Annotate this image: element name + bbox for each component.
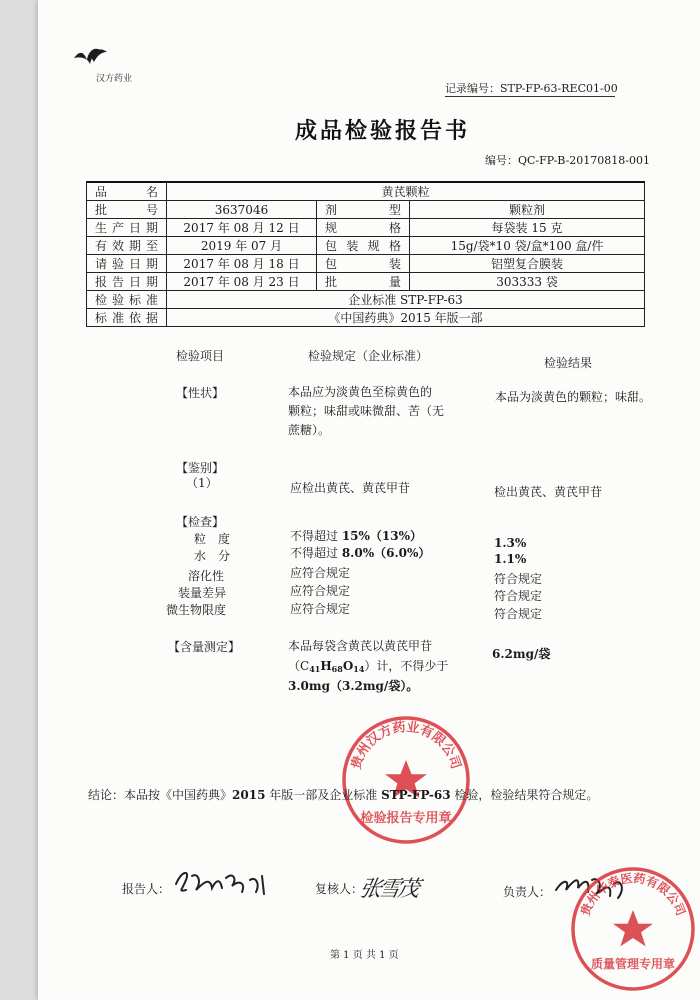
identification-section-label: 【鉴别】 — [176, 461, 225, 475]
assay-result: 6.2mg/袋 — [492, 647, 551, 661]
character-result: 本品为淡黄色的颗粒；味甜。 — [495, 390, 652, 404]
svg-text:质量管理专用章: 质量管理专用章 — [590, 957, 676, 971]
standard-basis-label: 标准依据 — [87, 309, 167, 327]
batch-value: 3637046 — [167, 201, 317, 219]
product-name-value: 黄芪颗粒 — [167, 182, 645, 201]
expiry-label: 有效期至 — [87, 237, 167, 255]
test-standard-label: 检验标准 — [87, 291, 167, 309]
page-number: 第 1 页 共 1 页 — [330, 950, 399, 961]
character-section-label: 【性状】 — [176, 386, 225, 400]
solubility-result: 符合规定 — [494, 572, 543, 586]
report-date-label: 报告日期 — [87, 273, 167, 291]
report-date-value: 2017 年 08 月 23 日 — [167, 273, 317, 291]
mfg-date-value: 2017 年 08 月 12 日 — [167, 219, 317, 237]
dosage-form-label: 剂 型 — [317, 201, 410, 219]
standard-basis-value: 《中国药典》2015 年版一部 — [167, 309, 645, 327]
moisture-spec: 不得超过 8.0%（6.0%） — [290, 546, 431, 560]
quality-management-seal — [568, 864, 698, 994]
company-name: 汉方药业 — [96, 74, 133, 84]
request-date-label: 请验日期 — [87, 255, 167, 273]
manager-label: 负责人： — [503, 885, 552, 899]
fill-variation-spec: 应符合规定 — [290, 584, 351, 598]
conclusion-text: 结论：本品按《中国药典》2015 年版一部及企业标准 STP-FP-63 检验，检验结果符合规定。 — [88, 788, 599, 802]
record-underline — [445, 96, 615, 97]
microbial-result: 符合规定 — [494, 607, 543, 621]
qc-report-seal — [338, 712, 474, 848]
microbial-spec: 应符合规定 — [290, 602, 351, 616]
company-logo-icon — [70, 42, 110, 72]
svg-text:检验报告专用章: 检验报告专用章 — [360, 811, 452, 826]
solubility-spec: 应符合规定 — [290, 566, 351, 580]
table-row — [87, 201, 645, 219]
table-row — [87, 309, 645, 327]
pack-spec-value: 15g/袋*10 袋/盒*100 盒/件 — [410, 237, 645, 255]
col-header-spec: 检验规定（企业标准） — [308, 349, 429, 363]
reviewer-label: 复核人： — [315, 882, 364, 896]
solubility-label: 溶化性 — [188, 569, 225, 583]
reviewer-signature: 张雪茂 — [357, 877, 419, 902]
table-row — [87, 182, 645, 201]
fill-variation-result: 符合规定 — [494, 589, 543, 603]
pack-spec-label: 包装规格 — [317, 237, 410, 255]
report-title: 成品检验报告书 — [295, 119, 471, 144]
table-row — [87, 219, 645, 237]
table-row — [87, 273, 645, 291]
svg-text:贵州汉方药业有限公司: 贵州汉方药业有限公司 — [348, 720, 464, 771]
granularity-label: 粒 度 — [194, 532, 231, 546]
spec-value: 每袋装 15 克 — [410, 219, 645, 237]
packaging-label: 包 装 — [317, 255, 410, 273]
assay-spec-line-1: 本品每袋含黄芪以黄芪甲苷 — [288, 639, 433, 653]
character-spec-line-2: 颗粒；味甜或味微甜、苦（无 — [288, 404, 445, 418]
col-header-result: 检验结果 — [544, 356, 593, 370]
reporter-label: 报告人： — [122, 882, 171, 896]
moisture-result: 1.1% — [494, 552, 527, 566]
packaging-value: 铝塑复合膜装 — [410, 255, 645, 273]
expiry-value: 2019 年 07 月 — [167, 237, 317, 255]
assay-spec-line-3: 3.0mg（3.2mg/袋）。 — [288, 679, 419, 693]
check-section-label: 【检查】 — [176, 515, 225, 529]
col-header-item: 检验项目 — [176, 349, 225, 363]
product-info-table — [86, 181, 645, 327]
character-spec-line-3: 蔗糖）。 — [288, 423, 331, 437]
table-row — [87, 237, 645, 255]
table-row — [87, 291, 645, 309]
serial-number: 编号：QC-FP-B-20170818-001 — [485, 154, 651, 167]
identification-result: 检出黄芪、黄芪甲苷 — [494, 485, 603, 499]
test-standard-value: 企业标准 STP-FP-63 — [167, 291, 645, 309]
assay-section-label: 【含量测定】 — [168, 640, 241, 654]
svg-text:贵州华泰医药有限公司: 贵州华泰医药有限公司 — [578, 871, 688, 918]
table-row — [87, 255, 645, 273]
granularity-result: 1.3% — [494, 536, 527, 550]
assay-spec-line-2: （C41H68O14）计，不得少于 — [288, 659, 449, 674]
mfg-date-label: 生产日期 — [87, 219, 167, 237]
granularity-spec: 不得超过 15%（13%） — [290, 529, 423, 543]
identification-spec: 应检出黄芪、黄芪甲苷 — [290, 481, 411, 495]
identification-item: （1） — [186, 476, 218, 490]
batch-label: 批 号 — [87, 201, 167, 219]
report-paper — [38, 0, 700, 1000]
request-date-value: 2017 年 08 月 18 日 — [167, 255, 317, 273]
batch-size-label: 批 量 — [317, 273, 410, 291]
microbial-label: 微生物限度 — [166, 603, 227, 617]
product-name-label: 品 名 — [87, 182, 167, 201]
batch-size-value: 303333 袋 — [410, 273, 645, 291]
dosage-form-value: 颗粒剂 — [410, 201, 645, 219]
moisture-label: 水 分 — [194, 549, 231, 563]
fill-variation-label: 装量差异 — [178, 586, 227, 600]
reporter-signature — [172, 862, 272, 902]
record-number: 记录编号：STP-FP-63-REC01-00 — [445, 82, 618, 95]
character-spec-line-1: 本品应为淡黄色至棕黄色的 — [288, 385, 433, 399]
spec-label: 规 格 — [317, 219, 410, 237]
